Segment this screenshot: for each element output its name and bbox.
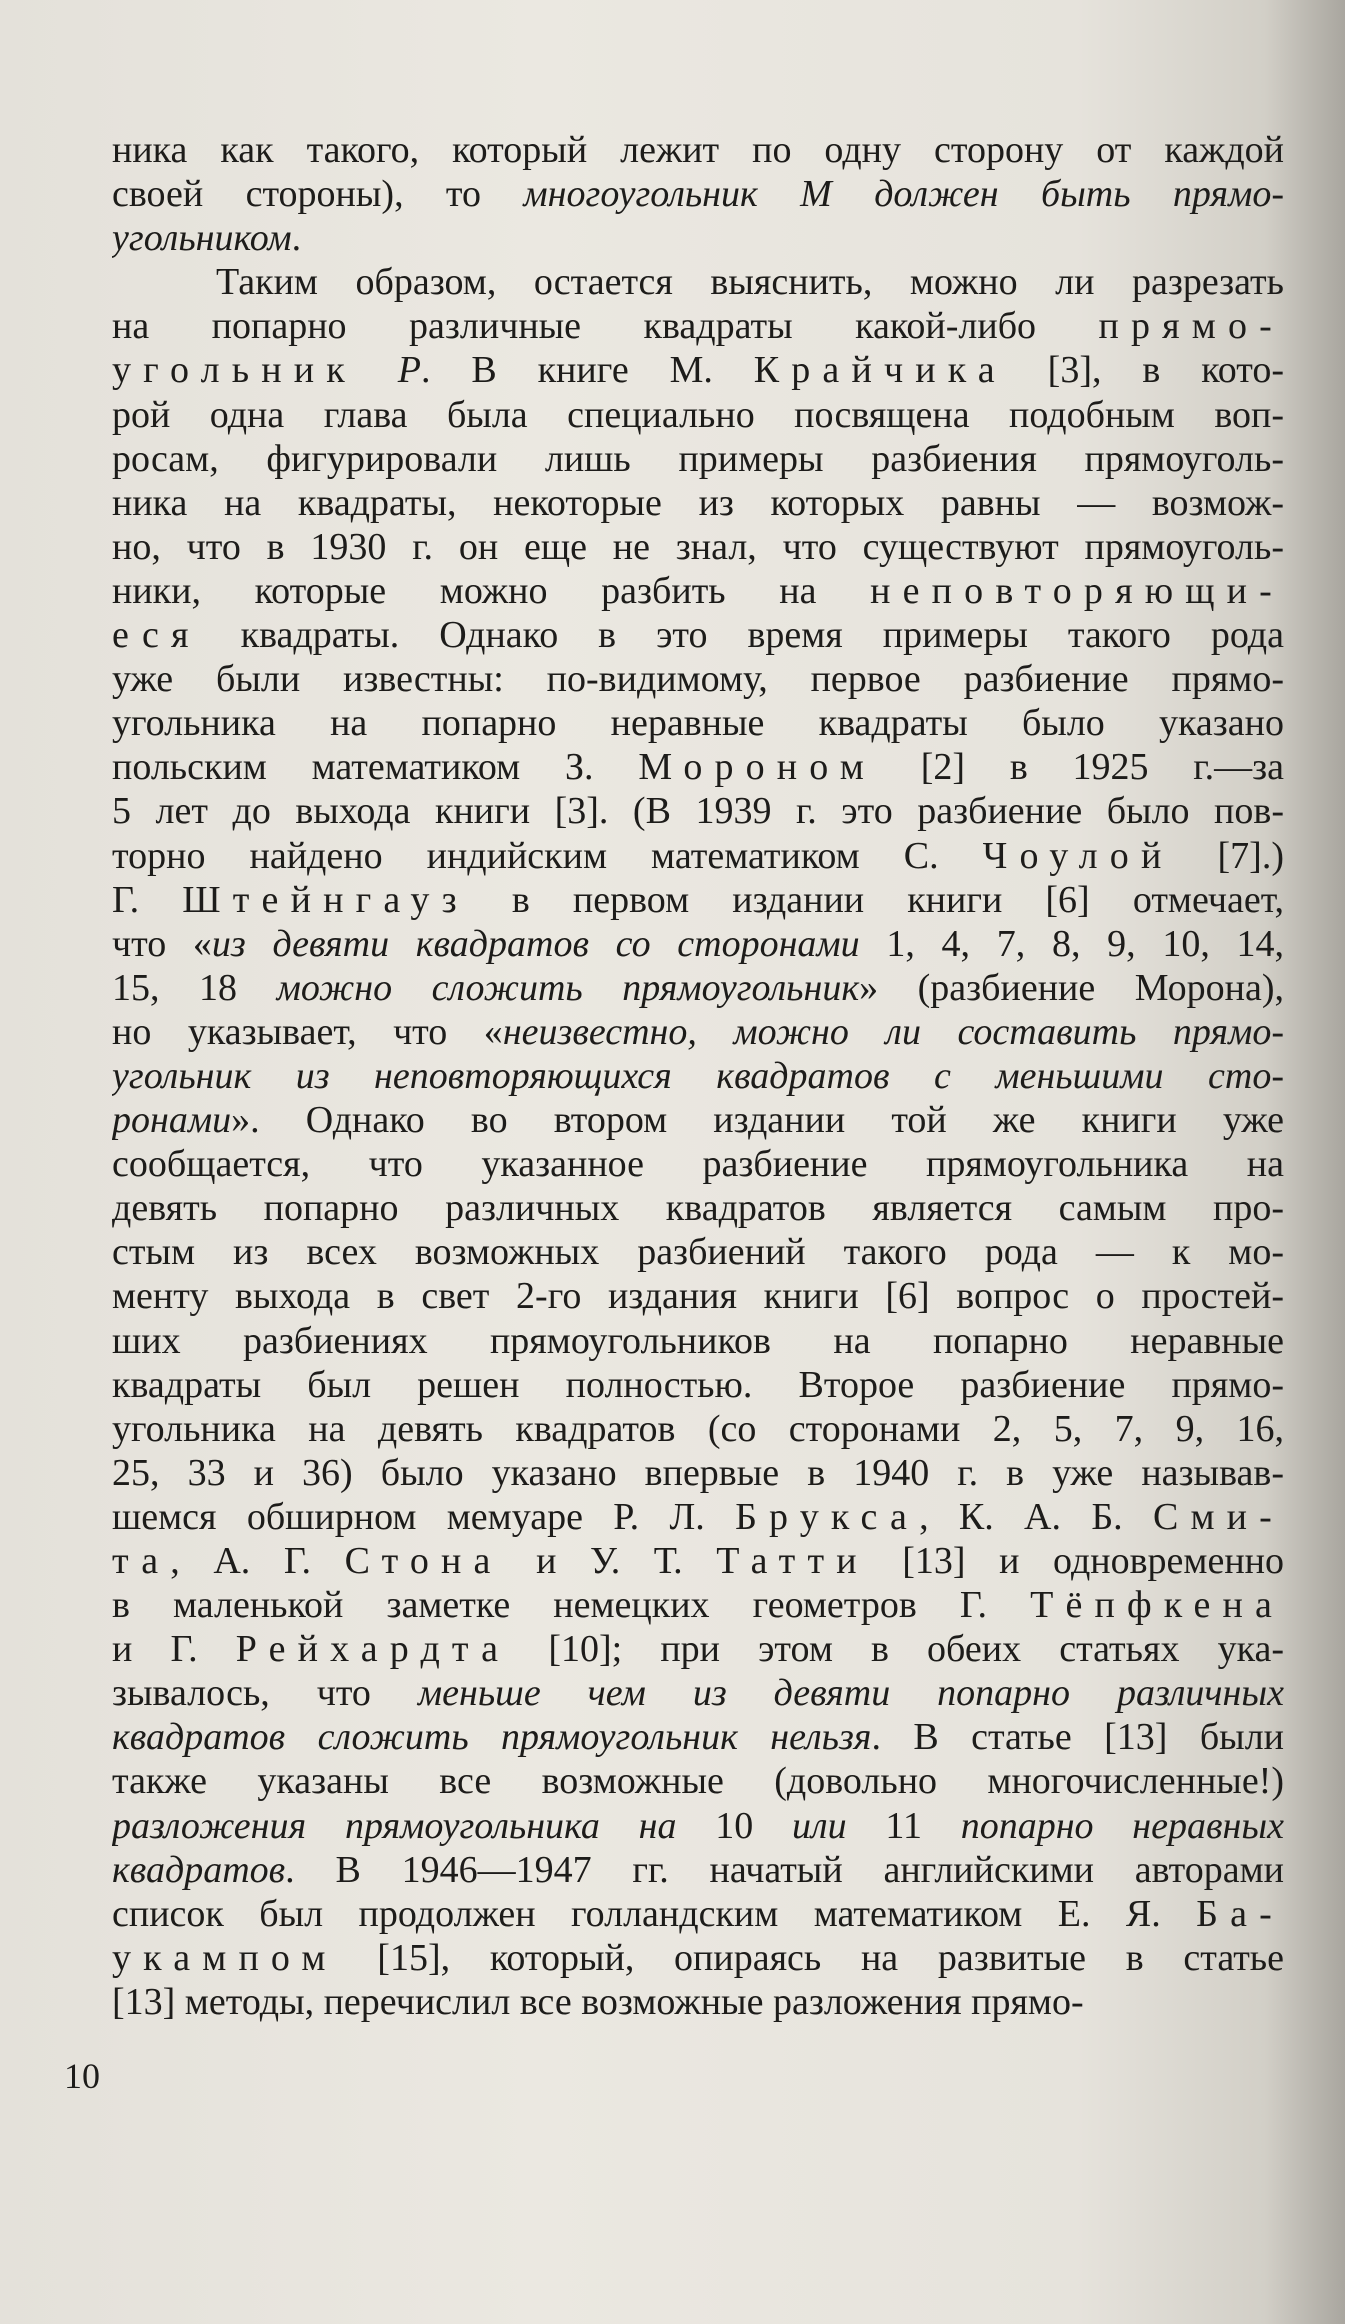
spaced-name: прямо- [1098, 305, 1284, 348]
text-run: [10]; при этом в обеих статьях ука- [510, 1628, 1284, 1671]
text-line [112, 789, 1284, 833]
italic-text: или [792, 1804, 847, 1847]
italic-text: меньше чем из девяти попарно различных [417, 1672, 1284, 1715]
text-line [112, 1671, 1284, 1715]
text-line [112, 1451, 1284, 1495]
text-run: 25, 33 и 36) было указано впервые в 1940 г. в уже называв- [112, 1451, 1284, 1494]
text-line [112, 437, 1284, 481]
text-run: уже были известны: по-видимому, первое разбиение прямо- [112, 658, 1284, 701]
paragraph [112, 260, 1284, 2024]
text-run: девять попарно различных квадратов является самым про- [112, 1187, 1284, 1230]
text-run: ника как такого, который лежит по одну сторону от каждой [112, 129, 1284, 171]
text-run [357, 349, 398, 391]
text-run: ники, которые можно разбить на [112, 569, 871, 612]
text-run: » (разбиение Морона), [859, 966, 1284, 1009]
paragraph [112, 128, 1284, 260]
text-run: но указывает, что « [112, 1010, 503, 1053]
text-run: . В книге М. [420, 349, 754, 392]
text-line [112, 393, 1284, 437]
text-line [112, 172, 1284, 216]
text-run: [13] и одновременно [868, 1540, 1284, 1582]
text-run: [15], который, опираясь на развитые в статье [337, 1936, 1284, 1979]
page-number: 10 [64, 2056, 100, 2096]
text-line [112, 1936, 1284, 1980]
text-run: , К. А. Б. [919, 1495, 1153, 1538]
text-run: . [291, 217, 302, 260]
italic-text: попарно неравных [960, 1804, 1284, 1847]
italic-text: разложения прямоугольника на [112, 1804, 677, 1847]
text-run: 11 [846, 1804, 961, 1847]
text-line [112, 878, 1284, 922]
text-run: Г. [112, 878, 183, 921]
text-line [112, 1230, 1284, 1274]
italic-text: неизвестно, можно ли составить прямо- [502, 1010, 1284, 1053]
text-line [112, 657, 1284, 701]
text-run: также указаны все возможные (довольно многочисленные!) [112, 1760, 1284, 1803]
text-line [112, 1892, 1284, 1936]
spaced-name: неповторяющи- [870, 569, 1284, 612]
text-run: 10 [676, 1804, 793, 1847]
spaced-name: Мороном [638, 746, 876, 789]
italic-text: угольник из неповторяющихся квадратов с меньшими сто- [112, 1054, 1284, 1097]
text-run: угольника на девять квадратов (со сторонами 2, 5, 7, 9, 16, [112, 1407, 1284, 1450]
text-run: 1, 4, 7, 8, 9, 10, 14, [859, 922, 1284, 965]
text-run: менту выхода в свет 2-го издания книги [6] вопрос о простей- [112, 1275, 1284, 1318]
text-line [112, 1363, 1284, 1407]
text-run: но, что в 1930 г. он еще не знал, что существуют прямоуголь- [112, 525, 1284, 568]
text-run: в маленькой заметке немецких геометров Г. [112, 1584, 1031, 1627]
text-run: и У. Т. [502, 1540, 717, 1582]
text-run: своей стороны), то [112, 173, 524, 216]
text-run: польским математиком З. [112, 746, 639, 789]
italic-text: ронами [112, 1099, 232, 1142]
text-line [112, 1407, 1284, 1451]
text-line [112, 1319, 1284, 1363]
text-line [112, 1539, 1284, 1583]
text-line [112, 304, 1284, 348]
text-run: рой одна глава была специально посвящена подобным воп- [112, 393, 1284, 436]
text-run: [3], в кото- [1006, 349, 1284, 392]
text-line [112, 613, 1284, 657]
text-run: в первом издании книги [6] отмечает, [468, 878, 1284, 921]
spaced-name: Штейнгауз [182, 878, 469, 921]
text-line [112, 1142, 1284, 1186]
text-line [112, 348, 1284, 392]
spaced-name: Стона [344, 1540, 503, 1582]
spaced-name: угольник [112, 349, 357, 392]
spaced-name: Ба- [1196, 1892, 1284, 1935]
text-line [112, 1627, 1284, 1671]
text-run: и Г. [112, 1628, 236, 1671]
spaced-name: Тёпфкена [1030, 1584, 1284, 1627]
text-line [112, 481, 1284, 525]
text-run: Таким образом, остается выяснить, можно ли разрезать [216, 261, 1284, 304]
text-run: угольника на попарно неравные квадраты было указано [112, 702, 1284, 745]
text-line [112, 701, 1284, 745]
text-run: шемся обширном мемуаре Р. Л. [112, 1495, 736, 1538]
text-line [112, 922, 1284, 966]
italic-text: квадратов [112, 1848, 286, 1891]
text-line [112, 1186, 1284, 1230]
text-line [112, 745, 1284, 789]
text-run: 5 лет до выхода книги [3]. (В 1939 г. это разбиение было пов- [112, 790, 1284, 833]
text-line [112, 128, 1284, 172]
text-line [112, 1715, 1284, 1759]
text-run: квадраты. Однако в это время примеры такого рода [200, 614, 1284, 657]
text-run: 15, 18 [112, 966, 277, 1009]
italic-text: угольником [112, 217, 292, 260]
spaced-name: Брукса [735, 1495, 920, 1538]
text-line [112, 1980, 1284, 2024]
italic-text: P [397, 349, 421, 392]
text-run: . В статье [13] были [871, 1716, 1284, 1759]
text-run: . В 1946—1947 гг. начатый английскими авторами [285, 1848, 1284, 1891]
text-line [112, 1274, 1284, 1318]
text-line [112, 525, 1284, 569]
spaced-name: еся [112, 614, 201, 657]
text-line [112, 834, 1284, 878]
text-run: ». Однако во втором издании той же книги уже [231, 1099, 1284, 1142]
text-line [112, 1759, 1284, 1803]
text-run: [7].) [1173, 834, 1284, 877]
text-run: квадраты был решен полностью. Второе разбиение прямо- [112, 1363, 1284, 1406]
text-run: , А. Г. [170, 1540, 345, 1582]
spaced-name: Сми- [1152, 1495, 1284, 1538]
text-line [112, 966, 1284, 1010]
spaced-name: укампом [112, 1936, 338, 1979]
text-line [112, 260, 1284, 304]
text-run: [2] в 1925 г.—за [875, 746, 1284, 789]
text-run: список был продолжен голландским математиком Е. Я. [112, 1892, 1197, 1935]
spaced-name: Крайчика [753, 349, 1007, 392]
text-run: зывалось, что [112, 1672, 418, 1715]
italic-text: из девяти квадратов со сторонами [211, 922, 860, 965]
italic-text: можно сложить прямоугольник [276, 966, 860, 1009]
text-line [112, 1583, 1284, 1627]
text-run: торно найдено индийским математиком С. [112, 834, 983, 877]
body-text [112, 128, 1284, 2024]
text-run: [13] методы, перечислил все возможные разложения прямо- [112, 1980, 1084, 2023]
italic-text: многоугольник M должен быть прямо- [523, 173, 1284, 216]
text-run: росам, фигурировали лишь примеры разбиения прямоуголь- [112, 437, 1284, 480]
text-run: ших разбиениях прямоугольников на попарно неравные [112, 1319, 1284, 1362]
text-line [112, 1848, 1284, 1892]
italic-text: квадратов сложить прямоугольник нельзя [112, 1716, 872, 1759]
text-line [112, 216, 1284, 260]
text-run: ника на квадраты, некоторые из которых равны — возмож- [112, 481, 1284, 524]
spaced-name: Рейхардта [235, 1628, 511, 1671]
spaced-name: Чоулой [982, 834, 1174, 877]
text-run: сообщается, что указанное разбиение прямоугольника на [112, 1143, 1284, 1186]
text-line [112, 1804, 1284, 1848]
text-run: на попарно различные квадраты какой-либо [112, 305, 1099, 348]
text-run: что « [112, 922, 212, 965]
text-line [112, 1495, 1284, 1539]
text-line [112, 1010, 1284, 1054]
spaced-name: Татти [716, 1540, 869, 1582]
text-line [112, 1098, 1284, 1142]
spaced-name: та [112, 1540, 171, 1582]
text-run: стым из всех возможных разбиений такого рода — к мо- [112, 1231, 1284, 1274]
text-line [112, 569, 1284, 613]
text-line [112, 1054, 1284, 1098]
